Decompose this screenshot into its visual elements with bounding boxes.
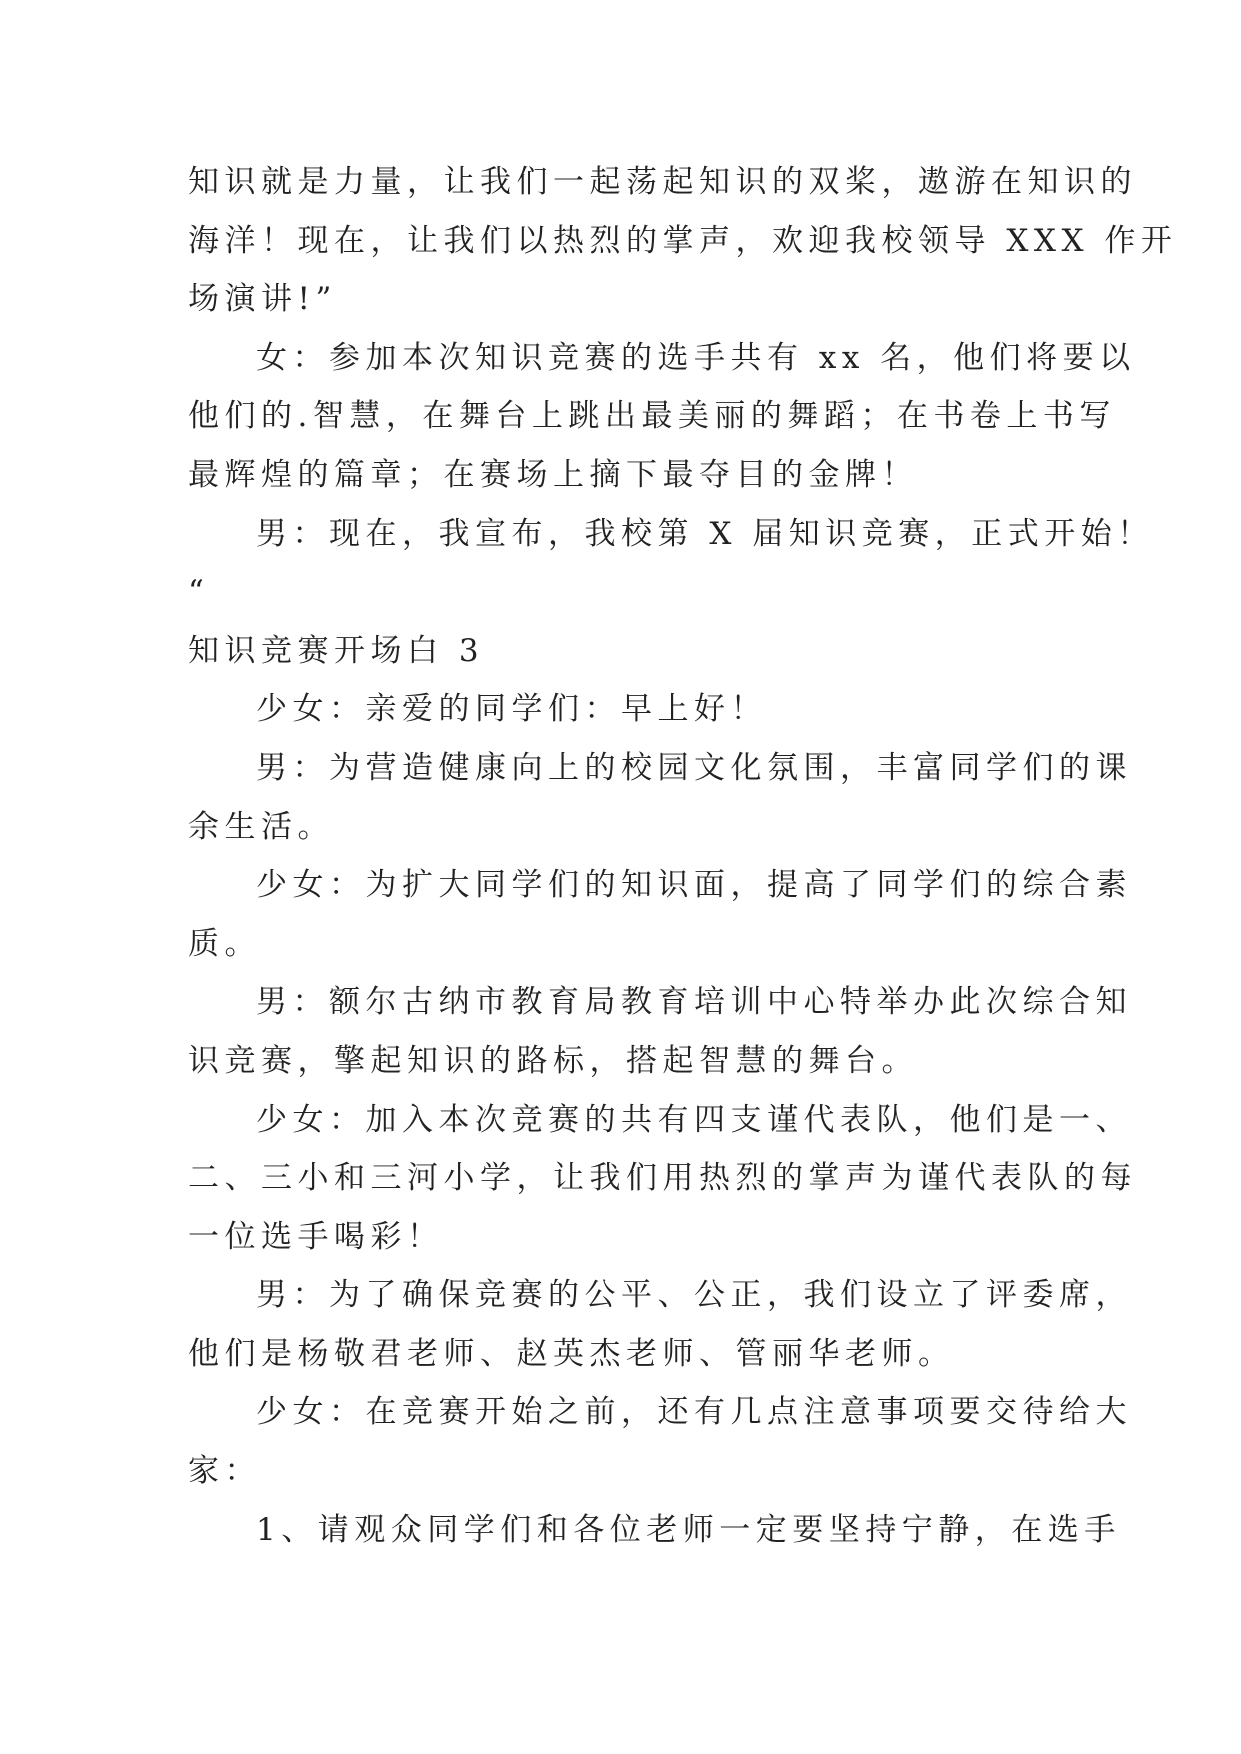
text-line: 识竞赛，擎起知识的路标，搭起智慧的舞台。 — [188, 1042, 918, 1079]
text-line: 少女：加入本次竞赛的共有四支谨代表队，他们是一、 — [256, 1101, 1132, 1138]
text-line: 最辉煌的篇章；在赛场上摘下最夺目的金牌！ — [188, 456, 918, 493]
text-line: 质。 — [188, 925, 261, 962]
text-line: 他们是杨敬君老师、赵英杰老师、管丽华老师。 — [188, 1335, 955, 1372]
text-line: 余生活。 — [188, 808, 334, 845]
text-line: 男：现在，我宣布，我校第 X 届知识竞赛，正式开始！ — [256, 515, 1154, 552]
text-line: 少女：亲爱的同学们：早上好！ — [256, 691, 767, 728]
text-line: 知识竞赛开场白 3 — [188, 632, 485, 669]
text-line: 他们的.智慧，在舞台上跳出最美丽的舞蹈；在书卷上书写 — [188, 398, 1116, 435]
text-line: 场演讲!” — [188, 281, 337, 318]
text-line: 海洋！现在，让我们以热烈的掌声，欢迎我校领导 XXX 作开 — [188, 222, 1178, 259]
text-line: 女：参加本次知识竞赛的选手共有 xx 名，他们将要以 — [256, 339, 1136, 376]
text-line: 男：为营造健康向上的校园文化氛围，丰富同学们的课 — [256, 749, 1132, 786]
text-line: “ — [188, 574, 210, 611]
document-body — [188, 153, 1178, 1559]
text-line: 少女：为扩大同学们的知识面，提高了同学们的综合素 — [256, 867, 1132, 904]
text-line: 男：额尔古纳市教育局教育培训中心特举办此次综合知 — [256, 984, 1132, 1021]
text-line: 少女：在竞赛开始之前，还有几点注意事项要交待给大 — [256, 1394, 1132, 1431]
text-line: 一位选手喝彩！ — [188, 1218, 444, 1255]
text-line: 家： — [188, 1453, 261, 1490]
text-line: 男：为了确保竞赛的公平、公正，我们设立了评委席， — [256, 1277, 1132, 1314]
text-line: 知识就是力量，让我们一起荡起知识的双桨，遨游在知识的 — [188, 164, 1137, 200]
text-line: 1、请观众同学们和各位老师一定要坚持宁静，在选手 — [256, 1511, 1121, 1548]
text-line: 二、三小和三河小学，让我们用热烈的掌声为谨代表队的每 — [188, 1160, 1137, 1197]
